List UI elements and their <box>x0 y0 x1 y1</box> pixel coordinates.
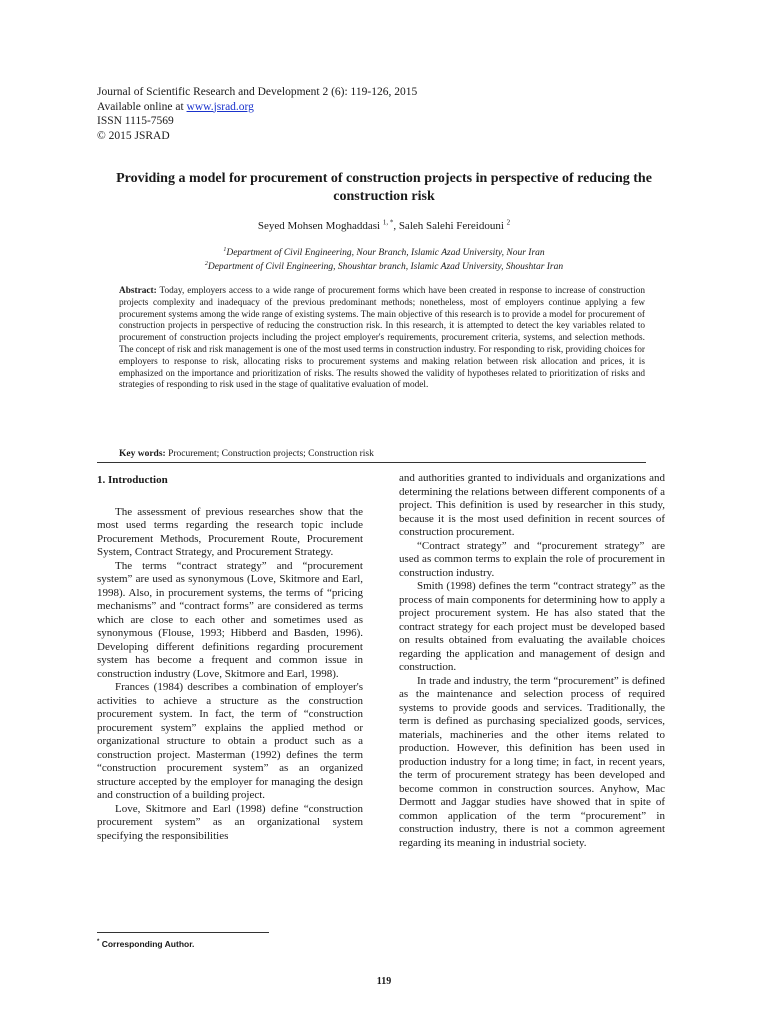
journal-citation: Journal of Scientific Research and Development 2 (6): 119-126, 2015 <box>97 86 418 98</box>
page-number: 119 <box>376 976 392 987</box>
left-column <box>97 472 363 843</box>
body-paragraph: Love, Skitmore and Earl (1998) define “construction procurement system” as an organizational system specifying the responsibilities <box>97 802 363 842</box>
section-heading: 1. Introduction <box>97 474 168 486</box>
available-prefix: Available online at <box>97 100 187 113</box>
author-affiliation-mark: 1, * <box>382 218 394 227</box>
affiliation-text: Department of Civil Engineering, Nour Branch, Islamic Azad University, Nour Iran <box>226 248 545 258</box>
affiliation-number: 2 <box>204 260 208 267</box>
affiliation <box>90 247 678 259</box>
body-paragraph: Frances (1984) describes a combination of employer's activities to achieve a structure as the construction procurement system. In fact, the term of “construction procurement system” explains the applied method or organizational structure to obtain a product such as a construction project. Masterman (1992) defines the term “construction procurement system” as an organized structure accepted by the employer for managing the design and construction of a building project. <box>97 681 363 801</box>
right-column <box>399 472 665 850</box>
footnote-mark: * <box>97 939 100 946</box>
abstract <box>119 286 645 392</box>
affiliation-text: Department of Civil Engineering, Shoushtar branch, Islamic Azad University, Shoushtar Iran <box>207 262 564 272</box>
body-paragraph: The terms “contract strategy” and “procurement system” are used as synonymous (Love, Skitmore and Earl, 1998). Also, in procurement systems, the terms of “pricing mechanisms” and “contract forms” are considered as terms which are close to each other and sometimes used as synonymous (Flouse, 1993; Hibberd and Basden, 1996). Developing different definitions regarding procurement system has become a frequent and common issue in construction industry (Love, Skitmore and Earl, 1998). <box>97 559 363 680</box>
affiliation <box>90 261 678 273</box>
journal-website-link[interactable]: www.jsrad.org <box>186 100 254 113</box>
author-affiliation-mark: 2 <box>506 218 511 227</box>
affiliation-number: 1 <box>223 246 227 253</box>
author-separator: , <box>393 220 399 232</box>
author-list <box>90 219 678 233</box>
body-paragraph: “Contract strategy” and “procurement strategy” are used as common terms to explain the role of procurement in construction industry. <box>399 539 665 579</box>
body-paragraph: Smith (1998) defines the term “contract strategy” as the process of main components for determining how to apply a project procurement system. He has also stated that the contract strategy for each project must be developed based on results obtained from evaluating the available choices regarding the application and management of design and construction. <box>399 580 665 673</box>
body-paragraph: and authorities granted to individuals and organizations and determining the relations between different components of a project. This definition is used by researcher in this study, because it is the most used definition in recent sources of construction procurement. <box>399 472 665 538</box>
author-name: Seyed Mohsen Moghaddasi <box>257 220 381 232</box>
copyright: © 2015 JSRAD <box>97 129 170 142</box>
body-paragraph: The assessment of previous researches show that the most used terms regarding the research topic include Procurement Methods, Procurement Route, Procurement System, Contract Strategy, and Procurement Strategy. <box>97 505 363 558</box>
footnote <box>97 939 194 949</box>
journal-info <box>97 85 417 143</box>
keywords-divider <box>97 462 646 463</box>
availability-line <box>97 100 417 115</box>
abstract-text: Today, employers access to a wide range of procurement forms which have been created in response to increase of construction projects complexity and inadequacy of the previous predominant methods; nonetheless, most of employers continue applying a few procurement systems among the wide range of existing systems. The main objective of this research is to provide a model for procurement of construction projects in perspective of reducing the construction risk. In this research, it is attempted to detect the key variables related to procurement of construction projects including the project employer's requirements, procurement criteria, systems, and selection methods. The concept of risk and risk management is one of the most used terms in construction industry. For responding to risk, providing choices for employers to response to risk, allocating risks to procurement systems and making relation between risk allocation and prices, it is emphasized on the importance and prioritization of risks. The results showed the validity of hypotheses related to prioritization of risks and strategies of responding to risk used in the stage of qualitative evaluation of model. <box>119 286 645 391</box>
author-name: Saleh Salehi Fereidouni <box>398 220 504 232</box>
body-paragraph: In trade and industry, the term “procurement” is defined as the maintenance and selection process of required systems to provide goods and services. Traditionally, the term is defined as purchasing specialized goods, services, materials, machineries and the other items related to production. However, this definition has been used in production industry for a long time; in fact, in recent years, the term of procurement strategy has been developed and become common in construction sources. Anyhow, Mac Dermott and Jaggar studies have showed that in spite of common application of the term “procurement” in construction industry, there is not a common agreement regarding its meaning in industrial society. <box>399 674 665 849</box>
footnote-text: Corresponding Author. <box>99 939 195 949</box>
footnote-divider <box>97 932 269 933</box>
abstract-label: Abstract: <box>119 286 157 296</box>
paper-title: Providing a model for procurement of construction projects in perspective of reducing the construction risk <box>116 171 652 204</box>
keywords-text: Procurement; Construction projects; Construction risk <box>165 449 374 459</box>
issn: ISSN 1115-7569 <box>97 115 174 127</box>
keywords <box>119 448 645 460</box>
keywords-label: Key words: <box>119 449 166 459</box>
